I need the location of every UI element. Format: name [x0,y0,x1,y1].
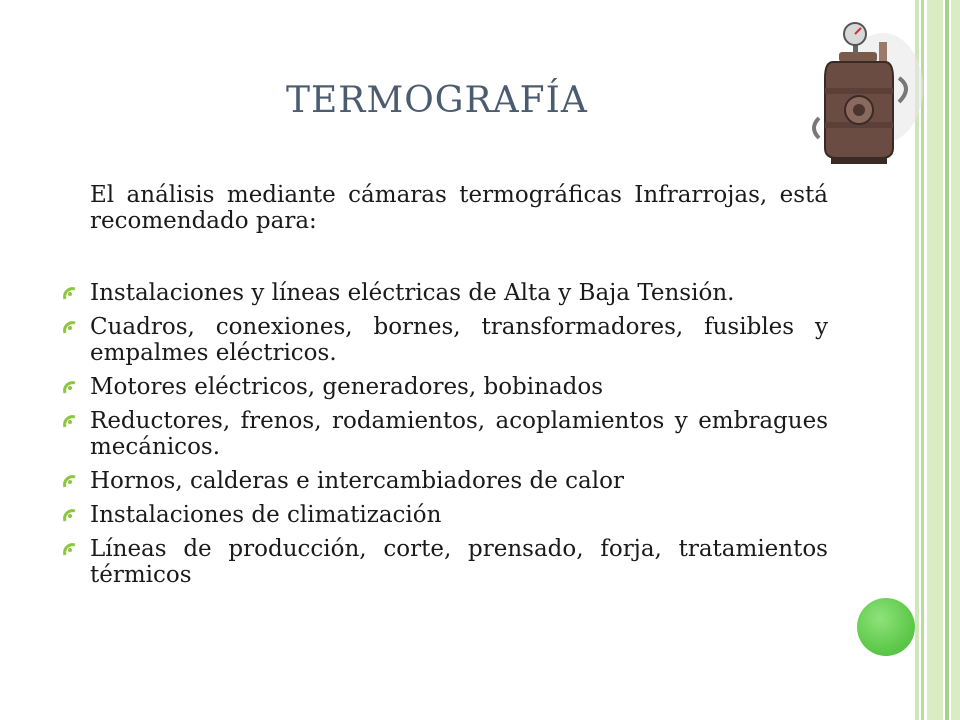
list-item-text: Motores eléctricos, generadores, bobinados [90,374,604,400]
list-item [62,502,828,528]
green-circle-decoration [857,598,915,656]
slide-title: TERMOGRAFÍA [286,80,588,121]
bullet-icon [62,414,78,430]
list-item [62,280,828,306]
bullet-icon [62,380,78,396]
bullet-icon [62,320,78,336]
list-item-text: Líneas de producción, corte, prensado, forja, tratamientos térmicos [90,536,828,588]
bullet-icon [62,508,78,524]
list-item [62,374,828,400]
bullet-list [62,280,828,596]
boiler-illustration [795,18,925,168]
list-item-text: Instalaciones y líneas eléctricas de Alta y Baja Tensión. [90,280,735,306]
list-item [62,408,828,460]
bullet-icon [62,542,78,558]
list-item-text: Reductores, frenos, rodamientos, acoplamientos y embragues mecánicos. [90,408,828,460]
intro-paragraph: El análisis mediante cámaras termográficas Infrarrojas, está recomendado para: [90,182,828,234]
list-item-text: Instalaciones de climatización [90,502,442,528]
list-item [62,468,828,494]
list-item [62,536,828,588]
bullet-icon [62,286,78,302]
bullet-icon [62,474,78,490]
list-item-text: Hornos, calderas e intercambiadores de calor [90,468,624,494]
list-item [62,314,828,366]
list-item-text: Cuadros, conexiones, bornes, transformadores, fusibles y empalmes eléctricos. [90,314,828,366]
